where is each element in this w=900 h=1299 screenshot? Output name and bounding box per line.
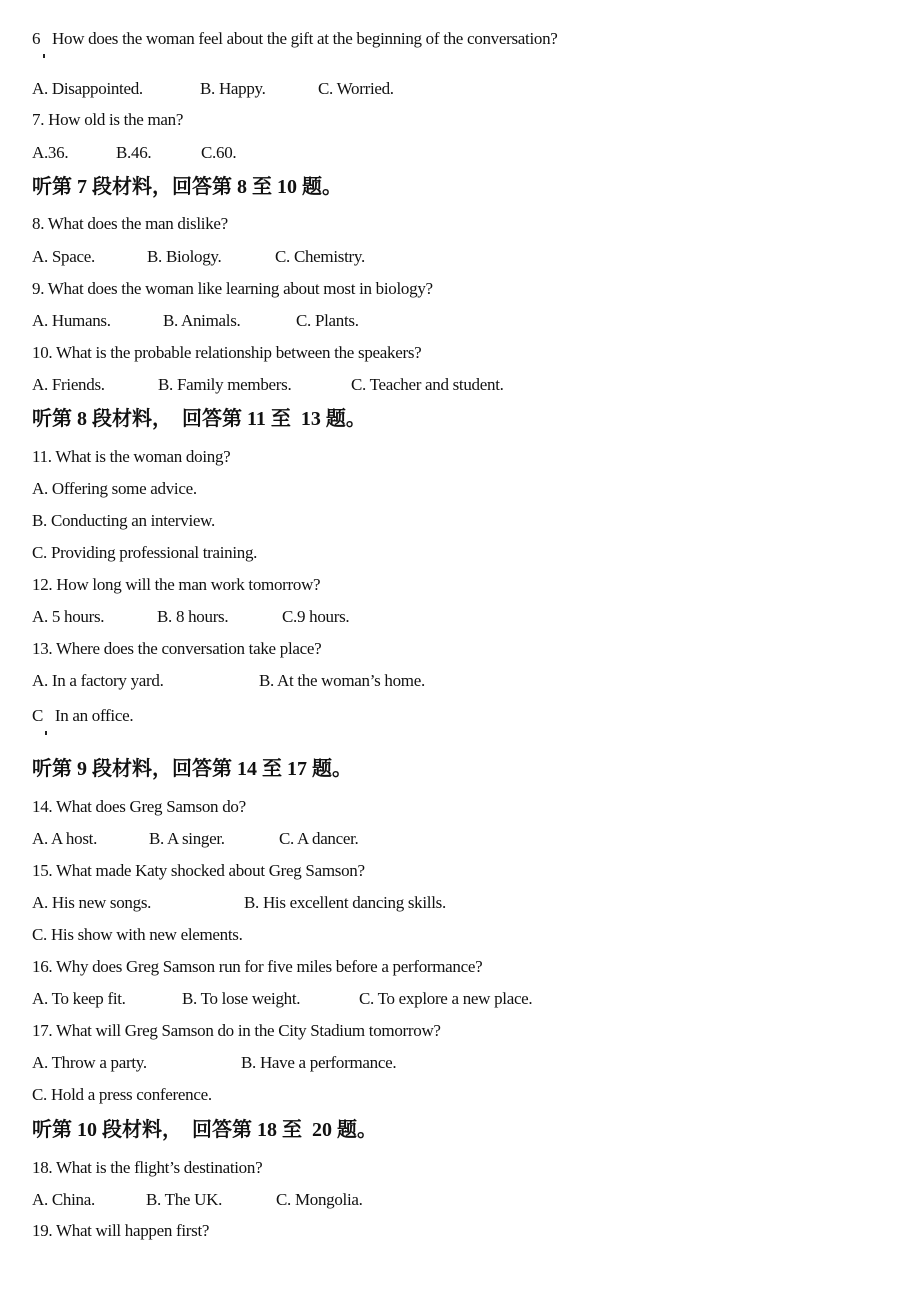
options-15 bbox=[32, 893, 832, 913]
option-14b: B. A singer. bbox=[149, 829, 225, 848]
question-18: 18. What is the flight’s destination? bbox=[32, 1158, 263, 1177]
question-6: 6 How does the woman feel about the gift at the beginning of the conversation? bbox=[32, 29, 558, 48]
option-15c: C. His show with new elements. bbox=[32, 925, 243, 944]
section-heading-9: 听第 9 段材料，回答第 14 至 17 题。 bbox=[32, 758, 352, 780]
option-12a: A. 5 hours. bbox=[32, 607, 105, 626]
option-9a: A. Humans. bbox=[32, 311, 111, 330]
question-9: 9. What does the woman like learning about most in biology? bbox=[32, 279, 433, 298]
question-10: 10. What is the probable relationship between the speakers? bbox=[32, 343, 422, 362]
option-11b: B. Conducting an interview. bbox=[32, 511, 215, 530]
options-17 bbox=[32, 1053, 832, 1073]
question-15: 15. What made Katy shocked about Greg Samson? bbox=[32, 861, 365, 880]
question-7: 7. How old is the man? bbox=[32, 110, 184, 129]
option-13c: C In an office. bbox=[32, 706, 134, 725]
option-8a: A. Space. bbox=[32, 247, 95, 266]
option-9c: C. Plants. bbox=[296, 311, 359, 330]
options-8 bbox=[32, 247, 832, 267]
question-12: 12. How long will the man work tomorrow? bbox=[32, 575, 321, 594]
stray-mark bbox=[45, 731, 47, 735]
question-17: 17. What will Greg Samson do in the City Stadium tomorrow? bbox=[32, 1021, 441, 1040]
options-16 bbox=[32, 989, 832, 1009]
option-12c: C.9 hours. bbox=[282, 607, 350, 626]
question-13: 13. Where does the conversation take place? bbox=[32, 639, 322, 658]
option-6c: C. Worried. bbox=[318, 79, 394, 98]
option-7b: B.46. bbox=[116, 143, 152, 162]
option-15a: A. His new songs. bbox=[32, 893, 152, 912]
question-14: 14. What does Greg Samson do? bbox=[32, 797, 246, 816]
options-7 bbox=[32, 143, 832, 163]
option-10b: B. Family members. bbox=[158, 375, 292, 394]
option-18a: A. China. bbox=[32, 1190, 95, 1209]
option-12b: B. 8 hours. bbox=[157, 607, 229, 626]
section-heading-7: 听第 7 段材料，回答第 8 至 10 题。 bbox=[32, 176, 342, 198]
option-11c: C. Providing professional training. bbox=[32, 543, 258, 562]
option-15b: B. His excellent dancing skills. bbox=[244, 893, 446, 912]
option-17c: C. Hold a press conference. bbox=[32, 1085, 212, 1104]
option-10c: C. Teacher and student. bbox=[351, 375, 504, 394]
option-14c: C. A dancer. bbox=[279, 829, 359, 848]
options-13 bbox=[32, 671, 832, 691]
option-16c: C. To explore a new place. bbox=[359, 989, 533, 1008]
option-7c: C.60. bbox=[201, 143, 237, 162]
option-10a: A. Friends. bbox=[32, 375, 105, 394]
option-16b: B. To lose weight. bbox=[182, 989, 301, 1008]
options-9 bbox=[32, 311, 832, 331]
question-16: 16. Why does Greg Samson run for five miles before a performance? bbox=[32, 957, 483, 976]
option-16a: A. To keep fit. bbox=[32, 989, 126, 1008]
option-8b: B. Biology. bbox=[147, 247, 222, 266]
question-19: 19. What will happen first? bbox=[32, 1221, 210, 1240]
option-6b: B. Happy. bbox=[200, 79, 266, 98]
section-heading-8: 听第 8 段材料， 回答第 11 至 13 题。 bbox=[32, 408, 366, 430]
options-18 bbox=[32, 1190, 832, 1210]
option-11a: A. Offering some advice. bbox=[32, 479, 197, 498]
option-6a: A. Disappointed. bbox=[32, 79, 143, 98]
option-13a: A. In a factory yard. bbox=[32, 671, 164, 690]
option-18b: B. The UK. bbox=[146, 1190, 223, 1209]
stray-mark bbox=[43, 54, 45, 58]
question-11: 11. What is the woman doing? bbox=[32, 447, 231, 466]
option-7a: A.36. bbox=[32, 143, 69, 162]
option-9b: B. Animals. bbox=[163, 311, 241, 330]
option-18c: C. Mongolia. bbox=[276, 1190, 363, 1209]
options-12 bbox=[32, 607, 832, 627]
options-6 bbox=[32, 79, 832, 99]
options-14 bbox=[32, 829, 832, 849]
option-13b: B. At the woman’s home. bbox=[259, 671, 425, 690]
option-17b: B. Have a performance. bbox=[241, 1053, 397, 1072]
options-10 bbox=[32, 375, 832, 395]
option-17a: A. Throw a party. bbox=[32, 1053, 147, 1072]
section-heading-10: 听第 10 段材料， 回答第 18 至 20 题。 bbox=[32, 1119, 377, 1141]
option-8c: C. Chemistry. bbox=[275, 247, 365, 266]
question-8: 8. What does the man dislike? bbox=[32, 214, 228, 233]
option-14a: A. A host. bbox=[32, 829, 98, 848]
